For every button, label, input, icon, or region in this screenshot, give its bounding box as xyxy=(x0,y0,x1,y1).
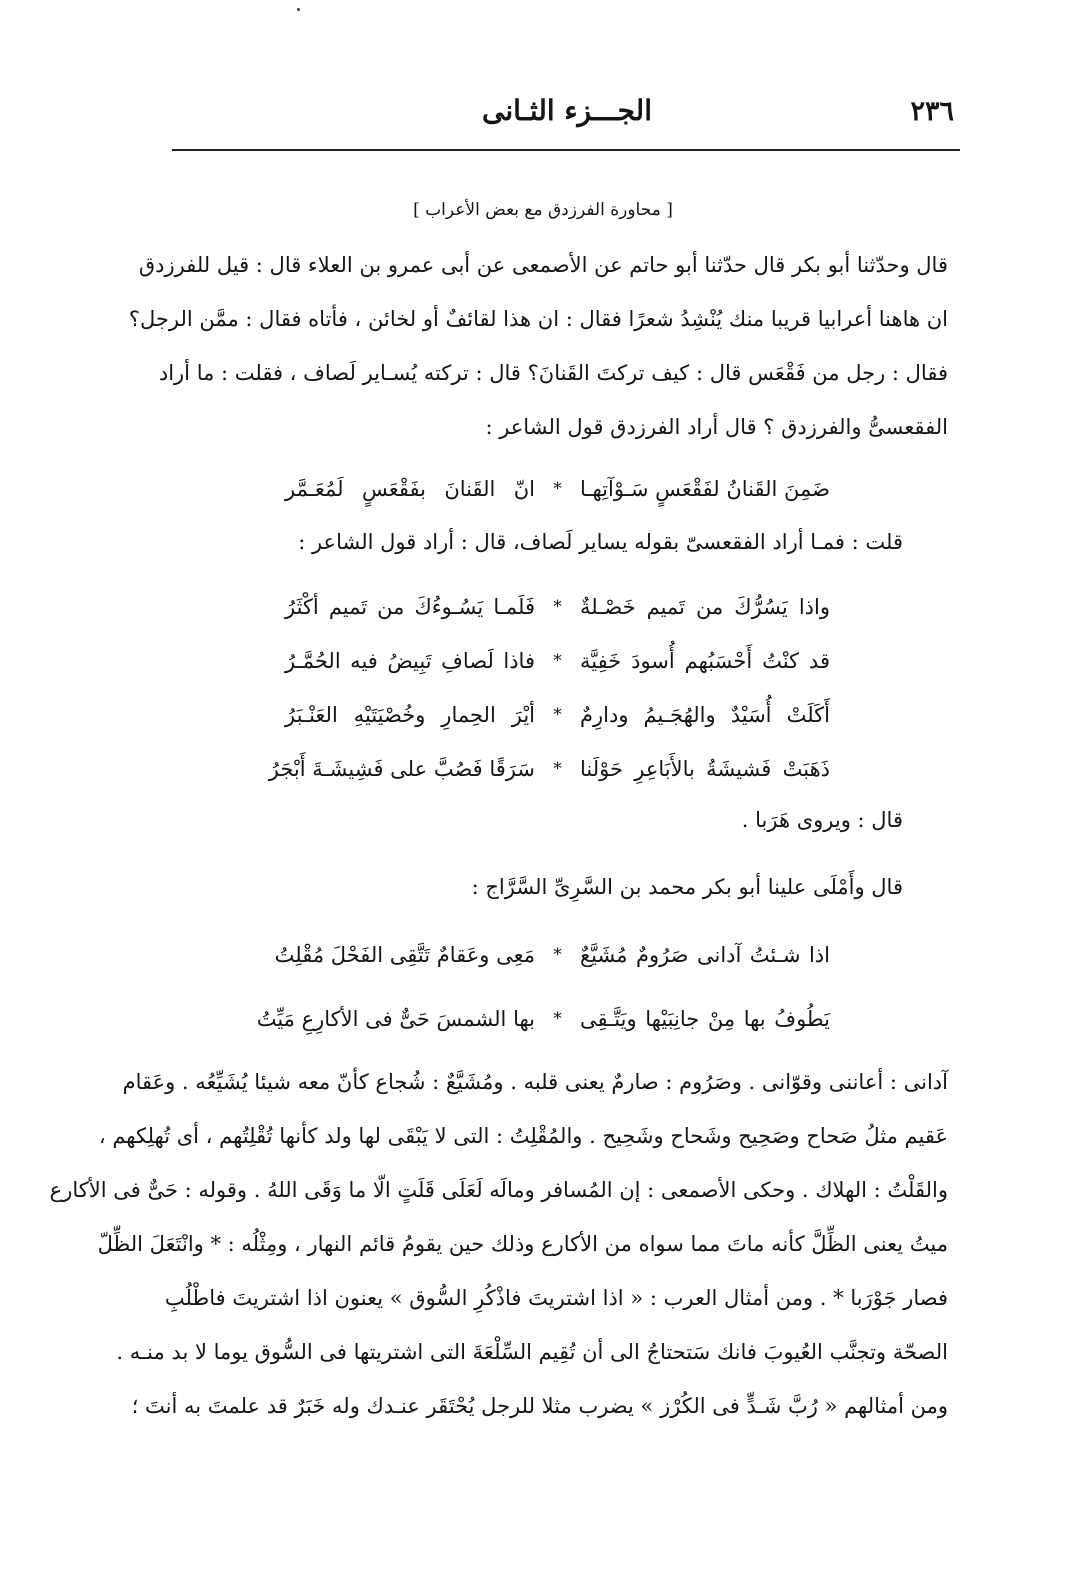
verse-line xyxy=(268,742,830,796)
text-line: الصحّة وتجنَّب العُيوبَ فانك سَتحتاجُ الى أن تُقِيم السِّلْعَةَ التى اشتريتها فى السُّوق يوما لا بد منـه . xyxy=(116,1340,948,1364)
verse-separator: * xyxy=(553,1009,562,1029)
text-line: الفقعسىُّ والفرزدق ؟ قال أراد الفرزدق قول الشاعر : xyxy=(485,415,948,439)
text-line: قال وحدّثنا أبو بكر قال حدّثنا أبو حاتم عن الأصمعى عن أبى عمرو بن العلاء قال : قيل للفرزدق xyxy=(138,253,948,277)
verse-line xyxy=(274,928,830,982)
hemistich-second: سَرَقًا فَصُبَّ على فَشِيشَـةَ أَبْجَرُ xyxy=(268,757,535,781)
text-line: عَقيم مثلُ صَحاح وصَحِيح وشَحاح وشَحِيح . والمُقْلِتُ : التى لا يَبْقَى لها ولد كأنها تُقْلِتُهم ، أى تُهلِكهم ، xyxy=(98,1124,948,1148)
text-line: فقال : رجل من فَقْعَس قال : كيف تركتَ القَنانَ؟ قال : تركته يُسـاير لَصاف ، فقلت : ما أراد xyxy=(158,361,948,385)
verse-line xyxy=(285,688,830,742)
verse-separator: * xyxy=(553,597,562,617)
page-number: ٢٣٦ xyxy=(910,96,954,127)
text-line: ميتُ يعنى الظِّلَّ كأنه ماتَ مما سواه من الأكارع وذلك حين يقومُ قائم النهار ، ومِثْلُه : * وانْتَعَلَ الظِّلّ xyxy=(97,1232,948,1256)
verse-line xyxy=(285,634,830,688)
paragraph-3: قال : ويروى هَرَبا . xyxy=(741,808,903,832)
header-rule xyxy=(172,149,960,151)
verse-block-2 xyxy=(268,580,830,796)
verse-separator: * xyxy=(553,705,562,725)
running-title: الجـــزء الثـانى xyxy=(482,94,652,127)
verse-line xyxy=(285,580,830,634)
hemistich-first: قد كنْتُ أَحْسَبُهم أُسودَ خَفِيَّة xyxy=(580,649,830,673)
hemistich-first: اذا شـئتُ آدانى صَرُومٌ مُشَيَّعٌ xyxy=(580,943,830,967)
hemistich-first: واذا يَسُرُّكَ من تَميم خَصْـلةٌ xyxy=(580,595,830,619)
hemistich-first: يَطُوفُ بها مِنْ جانِبَيْها ويَتَّـقِى xyxy=(580,1007,830,1031)
hemistich-second: بها الشمسَ حَىٌّ فى الأكارِعِ مَيِّتُ xyxy=(256,1007,535,1031)
hemistich-first: ذَهَبَتْ فَشيشَةُ بالأَبَاعِرِ حَوْلَنا xyxy=(580,757,830,781)
ink-speck xyxy=(297,8,300,11)
verse-separator: * xyxy=(553,479,562,499)
verse-line xyxy=(256,992,830,1046)
paragraph-4: قال وأَمْلَى علينا أبو بكر محمد بن السَّرِىِّ السَّرَّاج : xyxy=(471,875,903,899)
verse-separator: * xyxy=(553,651,562,671)
hemistich-first: أَكَلَتْ أُسَيْدٌ والهُجَـيمُ ودارِمٌ xyxy=(580,703,830,727)
hemistich-second: فاذا لَصافِ تَبِيضُ فيه الحُمَّـرُ xyxy=(285,649,535,673)
paragraph-2: قلت : فمـا أراد الفقعسىّ بقوله يساير لَصاف، قال : أراد قول الشاعر : xyxy=(298,530,903,554)
verse-separator: * xyxy=(553,945,562,965)
hemistich-second: فَلَمـا يَسُـوءُكَ من تَميم أكْثَرُ xyxy=(285,595,535,619)
page-header xyxy=(172,88,962,143)
text-line: ان هاهنا أعرابيا قريبا منك يُنْشِدُ شعرًا فقال : ان هذا لقائفٌ أو لخائن ، فأتاه فقال : ممَّن الرجل؟ xyxy=(128,307,948,331)
text-line: ومن أمثالهم « رُبَّ شَـدٍّ فى الكُرْز » يضرب مثلا للرجل يُحْتَقَر عنـدك وله خَبَرٌ قد علمتَ به أنتَ ؛ xyxy=(131,1394,948,1418)
section-title: [ محاورة الفرزدق مع بعض الأعراب ] xyxy=(413,200,673,220)
paragraph-1 xyxy=(128,238,948,454)
verse-block-3 xyxy=(256,928,830,1046)
verse-line xyxy=(285,462,830,516)
verse-separator: * xyxy=(553,759,562,779)
hemistich-second: انّ القَنانَ بفَقْعَسٍ لَمُعَـمَّر xyxy=(285,477,535,501)
verse-block-1 xyxy=(285,462,830,516)
text-line: فصار جَوْرَبا * . ومن أمثال العرب : « اذا اشتريتَ فاذْكُرِ السُّوق » يعنون اذا اشتريتَ فاطْلُبِ xyxy=(164,1286,948,1310)
text-line: آدانى : أعاننى وقوّانى . وصَرُوم : صارمٌ يعنى قلبه . ومُشَيَّعٌ : شُجاع كأنّ معه شيئا يُشَيِّعُه . وعَقام xyxy=(122,1070,948,1094)
text-line: والقَلْتُ : الهلاك . وحكى الأصمعى : إن المُسافر ومالَه لَعَلَى قَلَتٍ الّا ما وَقَى اللهُ . وقوله : حَىٌّ فى الأكارع xyxy=(49,1178,948,1202)
hemistich-second: مَعِى وعَقامٌ تَتَّقِى الفَحْلَ مُقْلِتُ xyxy=(274,943,535,967)
hemistich-first: ضَمِنَ القَنانُ لفَقْعَسٍ سَـوْآتِهـا xyxy=(579,477,830,501)
paragraph-5 xyxy=(49,1055,948,1433)
hemistich-second: أيْرَ الحِمارِ وخُصْيَتَيْهِ العَنْـبَرُ xyxy=(285,703,535,727)
